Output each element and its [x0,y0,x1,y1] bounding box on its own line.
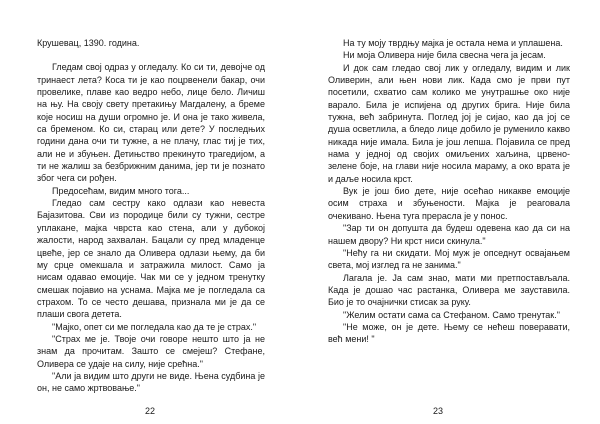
page-number: 22 [144,406,155,416]
paragraph: "Не може, он је дете. Њему се нећеш поверавати, већ мени! " [328,321,570,345]
paragraph: Гледам свој одраз у огледалу. Ко си ти, девојче од тринаест лета? Коса ти је као поцрвенели бакар, очи провелике, плаве као ведро небо, лице бело. Личиш на њу. На своју свету претакињу Магдалену, а бреме које носиш на души огромно је. И она је тако живела, са бременом. Ко си, старац или дете? У последњих години дана очи ти тужне, а не плачу, глас тиј је тих, али не и збуњен. Детињство прекинуто трагедијом, а ти не жалиш за безбрижним данима, јер ти је познато због чега си рођен. [37,62,265,184]
page-number: 23 [432,406,443,416]
paragraph: "Нећу га ни скидати. Мој муж је опседнут освајањем света, мој изглед га не занима." [328,247,570,271]
chapter-heading: Крушевац, 1390. година. [37,38,140,48]
paragraph: "Желим остати сама са Стефаном. Само тренутак." [343,309,560,320]
paragraph: "Зар ти он допушта да будеш одевена као да си на нашем двору? Ни крст ниси скинула." [328,223,570,246]
paragraph: "Страх ме је. Твоје очи говоре нешто што ја не знам да прочитам. Зашто се смејеш? Стефане, Оливера се удаје на силу, није срећна." [37,333,265,369]
paragraph: Предосећам, видим много тога... [52,185,190,196]
paragraph: Вук је још био дете, није осећао никакве емоције осим страха и збуњености. Мајка је реаговала очекивано. Њена туга прерасла је у понос. [328,186,570,221]
paragraph: И док сам гледао свој лик у огледалу, видим и лик Оливерин, али њен нови лик. Када смо је први пут посетили, схватио сам колико ме унутрашње око није варало. Била је испијена од других брига. Није била тужна, већ забринута. Поглед јој је сијао, као да јој се душа осветлила, а бледо лице добило је руменило какво никада није имала. Била је још лепша. Појавила се пред нама у једној од својих омиљених хаљина, црвено-зелене боје, на глави није носила мараму, а око врата је и даље носила крст. [328,62,570,184]
paragraph: "Али ја видим што други не виде. Њена судбина је он, не само жртвовање." [37,370,265,394]
right-page [300,0,600,424]
paragraph: Ни моја Оливера није била свесна чега ја јесам. [343,50,546,61]
paragraph: Гледао сам сестру како одлази као невеста Бајазитова. Сви из породице били су тужни, сестре уплакане, мајка чврста као стена, али у дубокој жалости, народ захвалан. Бацали су пред младенце цвеће, јер се знало да Оливера одлази њему, да би му срце омекшала и затражила милост. Само ја нисам одавао емоције. Чак ми се у једном тренутку смешак појавио на уснама. Мајка ме је погледала са страхом. То се често дешава, признала ми је да се плаши свога детета. [37,198,265,320]
right-page-text [328,37,570,346]
paragraph: На ту моју тврдњу мајка је остала нема и уплашена. [343,38,563,48]
left-page-text [37,37,265,395]
paragraph: "Мајко, опет си ме погледала као да те је страх." [52,321,257,332]
paragraph: Лагала је. Ја сам знао, мати ми претпостављала. Када је дошао час растанка, Оливера ме зауставила. Био је то очајнички стисак за руку. [328,272,570,308]
heading-gap [37,49,265,61]
